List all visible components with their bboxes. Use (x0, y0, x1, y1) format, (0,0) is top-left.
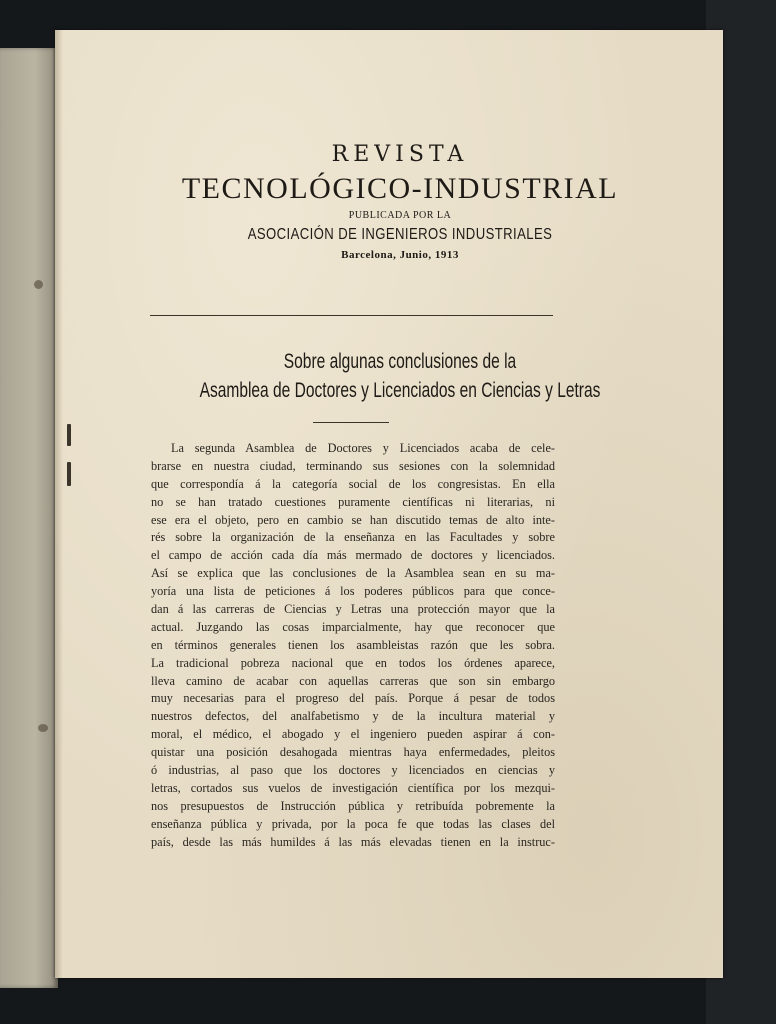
binding-staple (67, 424, 71, 446)
body-line: brarse en nuestra ciudad, terminando sus sesiones con la solemnidad (151, 458, 555, 473)
stain-mark (38, 724, 48, 732)
article-body (151, 440, 555, 851)
stain-mark (34, 280, 43, 289)
body-line: ese era el objeto, pero en cambio se han discutido temas de alto inte- (151, 512, 555, 527)
publisher-name: ASOCIACIÓN DE INGENIEROS INDUSTRIALES (247, 226, 553, 243)
body-line: no se han tratado cuestiones puramente científicas ni literarias, ni (151, 494, 555, 509)
publisher-intro: PUBLICADA POR LA (348, 210, 452, 221)
article-title (100, 347, 700, 405)
document-page (55, 30, 723, 978)
body-line: actual. Juzgando las cosas imparcialmente, hay que reconocer que (151, 619, 555, 634)
binding-staple (67, 462, 71, 486)
body-line: país, desde las más humildes á las más elevadas tienen en la instruc- (151, 834, 555, 849)
body-line: La segunda Asamblea de Doctores y Licenciados acaba de cele- (171, 441, 555, 455)
previous-page-edge (0, 48, 58, 988)
body-line: nos presupuestos de Instrucción pública y retribuída pobremente la (151, 798, 555, 813)
journal-title-revista: REVISTA (331, 142, 469, 167)
masthead (150, 142, 650, 263)
title-divider (313, 422, 389, 423)
body-line: Así se explica que las conclusiones de la Asamblea sean en su ma- (151, 566, 555, 581)
journal-title-main: TECNOLÓGICO-INDUSTRIAL (181, 172, 619, 205)
body-line: muy necesarias para el progreso del país. Porque á pesar de todos (151, 691, 555, 706)
issue-dateline: Barcelona, Junio, 1913 (341, 249, 459, 261)
body-line: quistar una posición desahogada mientras haya enfermedades, pleitos (151, 745, 555, 760)
body-line: dan á las carreras de Ciencias y Letras una protección mayor que la (151, 602, 555, 617)
body-line: moral, el médico, el abogado y el ingeniero pueden aspirar á con- (151, 727, 555, 742)
body-line: rés sobre la organización de la enseñanza en las Facultades y sobre (151, 530, 555, 545)
body-line: en términos generales tienen los asambleistas razón que les sobra. (151, 637, 555, 652)
body-line: que correspondía á la categoría social de los congresistas. En ella (151, 476, 555, 491)
body-line: yoría una lista de peticiones á los poderes públicos para que conce- (151, 584, 555, 599)
body-line: La tradicional pobreza nacional que en todos los órdenes aparece, (151, 655, 555, 670)
body-line: letras, cortados sus vuelos de investigación científica por los mezqui- (151, 780, 555, 795)
article-title-line-1: Sobre algunas conclusiones de la (283, 350, 517, 373)
body-line: lleva camino de acabar con aquellas carreras que son sin embargo (151, 673, 555, 688)
article-title-line-2: Asamblea de Doctores y Licenciados en Ciencias y Letras (199, 379, 601, 402)
body-line: nuestros defectos, del analfabetismo y de la incultura material y (151, 709, 555, 724)
body-line: ó industrias, al paso que los doctores y licenciados en ciencias y (151, 763, 555, 778)
body-line: el campo de acción cada día más mermado de doctores y licenciados. (151, 548, 555, 563)
masthead-divider (150, 315, 553, 316)
body-line: enseñanza pública y privada, por la poca fe que todas las clases del (151, 816, 555, 831)
